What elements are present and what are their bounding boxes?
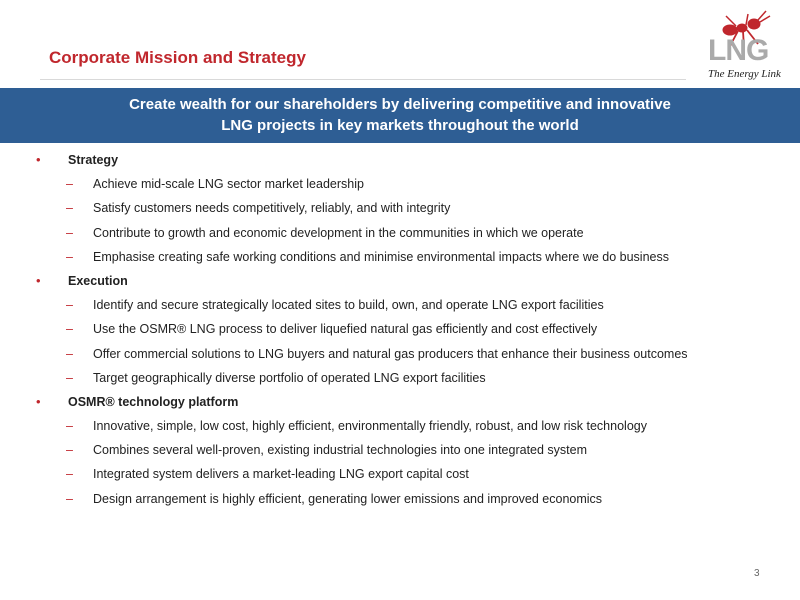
list-item-text: Use the OSMR® LNG process to deliver liquefied natural gas efficiently and cost effectively [93, 322, 598, 337]
title-divider [40, 79, 686, 80]
list-item [0, 416, 800, 440]
list-item-text: Satisfy customers needs competitively, reliably, and with integrity [93, 201, 451, 216]
list-item [0, 368, 800, 392]
mission-banner [0, 88, 800, 143]
list-item-text: Identify and secure strategically located sites to build, own, and operate LNG export facilities [93, 298, 604, 313]
section-execution [0, 271, 800, 295]
dash-marker: – [66, 491, 73, 506]
logo-tagline: The Energy Link [708, 68, 781, 80]
dash-marker: – [66, 201, 73, 216]
list-item-text: Integrated system delivers a market-leading LNG export capital cost [93, 467, 469, 482]
dash-marker: – [66, 370, 73, 385]
section-strategy [0, 150, 800, 174]
slide-title: Corporate Mission and Strategy [49, 48, 306, 67]
list-item-text: Design arrangement is highly efficient, generating lower emissions and improved economics [93, 491, 603, 506]
page-number: 3 [754, 568, 760, 579]
dash-marker: – [66, 322, 73, 337]
bullet-marker: • [36, 272, 41, 288]
mission-statement-line-1: Create wealth for our shareholders by delivering competitive and innovative [129, 96, 671, 113]
mission-statement-line-2: LNG projects in key markets throughout the world [221, 117, 579, 134]
company-logo [700, 8, 790, 88]
list-item-text: Contribute to growth and economic development in the communities in which we operate [93, 225, 584, 240]
list-item [0, 174, 800, 198]
list-item [0, 319, 800, 343]
list-item [0, 344, 800, 368]
logo-text: LNG [708, 34, 769, 67]
list-item [0, 489, 800, 513]
section-heading: Execution [68, 273, 128, 288]
list-item-text: Combines several well-proven, existing industrial technologies into one integrated system [93, 443, 588, 458]
list-item [0, 295, 800, 319]
dash-marker: – [66, 419, 73, 434]
list-item-text: Offer commercial solutions to LNG buyers and natural gas producers that enhance their business outcomes [93, 346, 688, 361]
bullet-list [0, 150, 800, 513]
list-item-text: Innovative, simple, low cost, highly efficient, environmentally friendly, robust, and low risk technology [93, 419, 647, 434]
list-item-text: Target geographically diverse portfolio of operated LNG export facilities [93, 370, 486, 385]
dash-marker: – [66, 346, 73, 361]
bullet-marker: • [36, 152, 41, 167]
dash-marker: – [66, 443, 73, 458]
dash-marker: – [66, 177, 73, 192]
dash-marker: – [66, 298, 73, 313]
list-item [0, 247, 800, 271]
section-heading: OSMR® technology platform [68, 394, 239, 409]
dash-marker: – [66, 225, 73, 240]
list-item-text: Achieve mid-scale LNG sector market leadership [93, 177, 364, 192]
section-heading: Strategy [68, 153, 119, 167]
list-item [0, 464, 800, 488]
list-item [0, 440, 800, 464]
list-item [0, 223, 800, 247]
dash-marker: – [66, 467, 73, 482]
list-item [0, 198, 800, 222]
section-osmr-technology [0, 392, 800, 416]
bullet-marker: • [36, 393, 41, 409]
list-item-text: Emphasise creating safe working conditions and minimise environmental impacts where we do business [93, 249, 669, 264]
dash-marker: – [66, 249, 73, 264]
